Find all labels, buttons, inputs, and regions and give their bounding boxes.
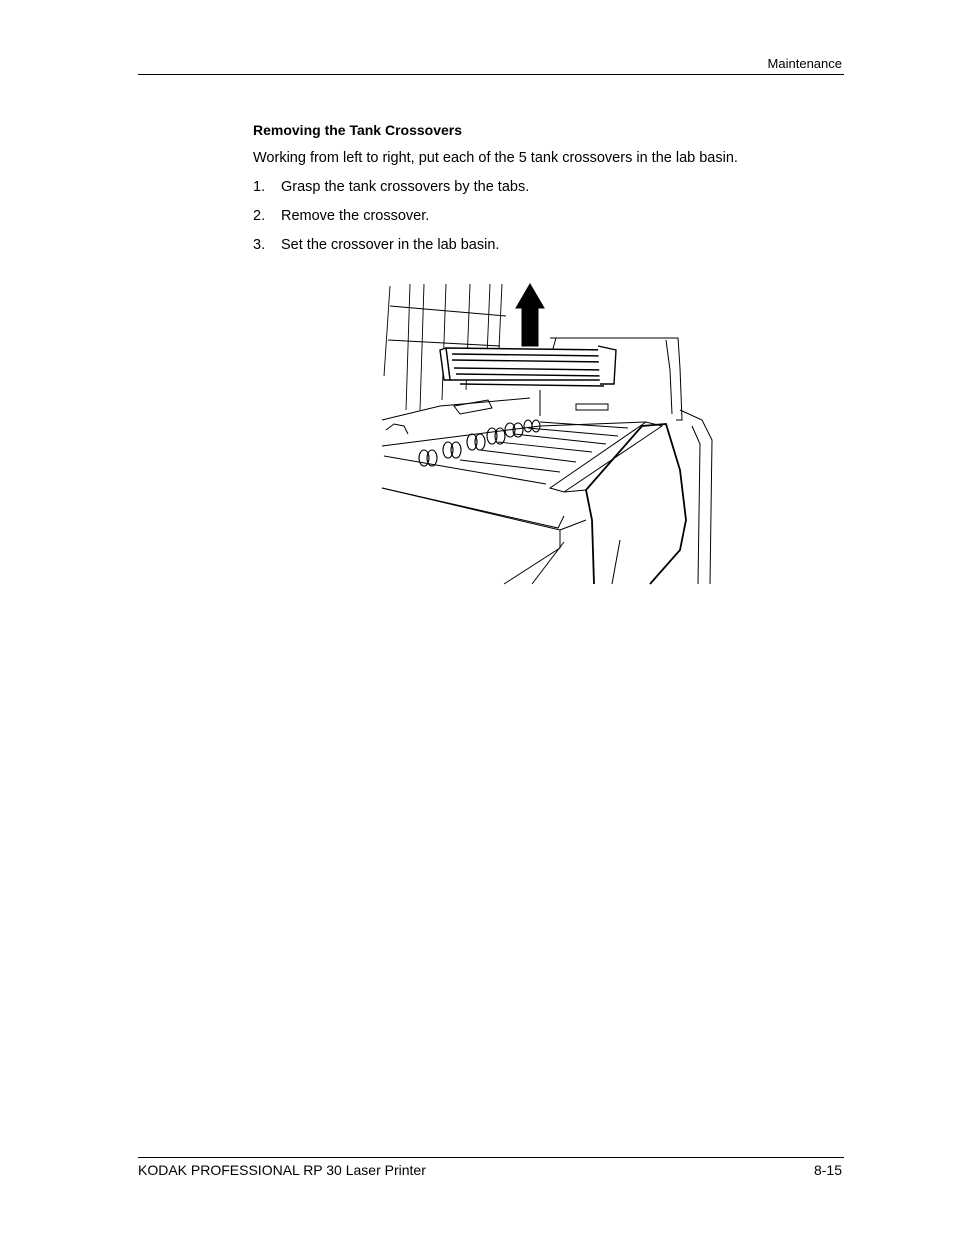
running-header: Maintenance <box>767 56 842 71</box>
roller-row <box>419 420 540 466</box>
tank-deck <box>382 398 662 528</box>
arrow-up-icon <box>516 284 544 346</box>
crossover-rack <box>440 346 616 386</box>
step-number: 2. <box>253 208 266 224</box>
header-rule <box>138 74 844 75</box>
crossover-removal-illustration <box>380 280 716 588</box>
step-number: 3. <box>253 237 266 253</box>
step-text: Set the crossover in the lab basin. <box>281 237 500 253</box>
footer-product: KODAK PROFESSIONAL RP 30 Laser Printer <box>138 1162 426 1178</box>
list-item <box>253 179 529 208</box>
back-panel-lines <box>384 284 506 410</box>
list-item <box>253 208 529 237</box>
step-text: Remove the crossover. <box>281 208 430 224</box>
page-number: 8-15 <box>813 1162 842 1178</box>
step-list <box>253 179 529 266</box>
section-title: Removing the Tank Crossovers <box>253 122 463 138</box>
list-item <box>253 237 529 266</box>
crossover-slots <box>460 422 628 472</box>
footer-rule <box>138 1157 844 1158</box>
intro-paragraph: Working from left to right, put each of the 5 tank crossovers in the lab basin. <box>253 150 738 166</box>
step-number: 1. <box>253 179 266 195</box>
front-panel <box>382 424 686 584</box>
step-text: Grasp the tank crossovers by the tabs. <box>281 179 530 195</box>
